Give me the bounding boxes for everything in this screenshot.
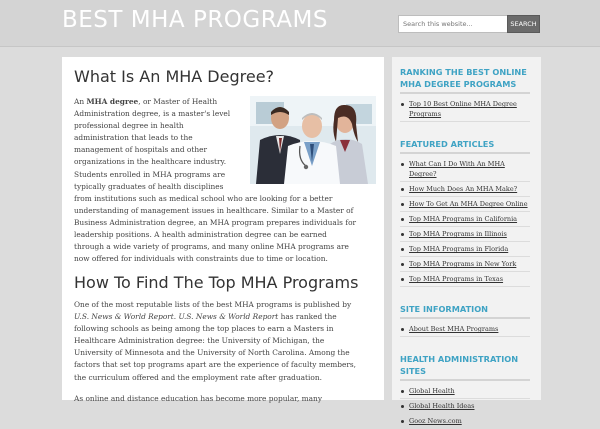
sidebar-heading-line: HEALTH ADMINISTRATION (400, 354, 519, 364)
bullet-icon (401, 233, 404, 236)
intro-line (74, 120, 356, 132)
sidebar-divider (400, 226, 530, 227)
intro-line (74, 229, 356, 241)
sidebar-link-line[interactable]: What Can I Do With An MHA (409, 160, 505, 168)
sidebar-link-line[interactable]: Top 10 Best Online MHA Degree (409, 100, 517, 108)
bullet-icon (401, 405, 404, 408)
search-button[interactable]: SEARCH (507, 15, 540, 33)
sidebar-link-line[interactable]: Top MHA Programs in New York (409, 260, 517, 268)
site-title[interactable]: BEST MHA PROGRAMS (62, 7, 328, 33)
text-fragment: Students enrolled in MHA programs are (74, 169, 226, 179)
sidebar-divider (400, 211, 530, 212)
section-line (74, 311, 356, 323)
sidebar-heading (400, 66, 527, 90)
mha-degree-term: MHA degree (86, 97, 139, 106)
sidebar-heading (400, 138, 494, 150)
sidebar-heading-rule (400, 152, 530, 154)
sidebar-link-line[interactable]: Global Health (409, 387, 455, 395)
sidebar-link[interactable] (409, 386, 533, 396)
text-fragment: administration that leads to the (74, 133, 193, 143)
text-fragment: Business Administration degree, an MHA program prepares individuals for (74, 217, 357, 227)
bullet-icon (401, 103, 404, 106)
usnews-ref: U.S. News & World Report (74, 312, 174, 322)
sidebar-link[interactable] (409, 199, 533, 209)
sidebar-link[interactable] (409, 401, 533, 411)
sidebar-link-line[interactable]: Top MHA Programs in Illinois (409, 230, 507, 238)
sidebar-heading-line: FEATURED ARTICLES (400, 139, 495, 149)
sidebar-divider (400, 181, 530, 182)
section-paragraph (74, 299, 356, 384)
text-fragment: , or Master of Health (138, 97, 218, 106)
sidebar-link-line[interactable]: Programs (409, 110, 442, 118)
text-fragment: now offered for individuals with constraints due to time or location. (74, 254, 328, 264)
bullet-icon (401, 188, 404, 191)
sidebar-divider (400, 121, 530, 122)
sidebar-link[interactable] (409, 99, 533, 119)
sidebar-link[interactable] (409, 324, 533, 334)
bullet-icon (401, 390, 404, 393)
text-fragment: understanding of management issues in healthcare. Similar to a Master of (74, 205, 354, 215)
section-line: the curriculum offered and the employment rate after graduation. (74, 372, 322, 382)
section-line: following schools as being among the top places to earn a Masters in (74, 324, 334, 334)
intro-line (74, 205, 356, 217)
sidebar-heading-line: SITES (400, 366, 427, 376)
cutoff-line: As online and distance education has become more popular, many (74, 394, 322, 403)
bullet-icon (401, 278, 404, 281)
sidebar-link[interactable] (409, 244, 533, 254)
intro-line (74, 217, 356, 229)
sidebar-divider (400, 271, 530, 272)
text-fragment: organizations in the healthcare industry. (74, 157, 227, 167)
sidebar-link-line[interactable]: About Best MHA Programs (409, 325, 499, 333)
sidebar-link-line[interactable]: How Much Does An MHA Make? (409, 185, 518, 193)
text-fragment: management of hospitals and other (74, 145, 207, 155)
site-header (0, 0, 600, 47)
sidebar-link[interactable] (409, 214, 533, 224)
intro-line (74, 253, 356, 265)
intro-line (74, 241, 356, 253)
sidebar-heading-rule (400, 379, 530, 381)
article-title: What Is An MHA Degree? (74, 67, 275, 86)
sidebar-heading (400, 303, 488, 315)
text-fragment: has ranked the (278, 312, 337, 322)
usnews-ref: U.S. News & World Report (178, 312, 279, 322)
section-line: Healthcare Administration degree: the University of Michigan, the (74, 336, 325, 346)
bullet-icon (401, 203, 404, 206)
cutoff-paragraph (74, 393, 322, 405)
bullet-icon (401, 218, 404, 221)
sidebar-link-line[interactable]: Gooz News.com (409, 417, 462, 425)
intro-line (74, 193, 356, 205)
intro-paragraph (74, 96, 356, 265)
sidebar-link[interactable] (409, 184, 533, 194)
sidebar-link[interactable] (409, 229, 533, 239)
sidebar-link-line[interactable]: Top MHA Programs in California (409, 215, 518, 223)
sidebar-divider (400, 286, 530, 287)
intro-line (74, 156, 356, 168)
bullet-icon (401, 420, 404, 423)
sidebar-divider (400, 336, 530, 337)
bullet-icon (401, 163, 404, 166)
sidebar-link-line[interactable]: Degree? (409, 170, 437, 178)
sidebar-heading-line: SITE INFORMATION (400, 304, 489, 314)
sidebar-heading-line: MHA DEGREE PROGRAMS (400, 79, 517, 89)
search-input[interactable] (398, 15, 512, 33)
intro-line (74, 144, 356, 156)
sidebar-link[interactable] (409, 274, 533, 284)
sidebar-heading-line: RANKING THE BEST ONLINE (400, 67, 527, 77)
main-content (62, 57, 384, 403)
sidebar-divider (400, 413, 530, 414)
intro-line (74, 96, 356, 108)
sidebar-divider (400, 241, 530, 242)
text-fragment: An (74, 97, 87, 106)
bullet-icon (401, 328, 404, 331)
sidebar-link-line[interactable]: Top MHA Programs in Florida (409, 245, 509, 253)
sidebar-heading-rule (400, 317, 530, 319)
sidebar-divider (400, 196, 530, 197)
sep-text: . (173, 312, 179, 322)
sidebar-link[interactable] (409, 259, 533, 269)
intro-line (74, 169, 356, 181)
sidebar-link[interactable] (409, 416, 533, 426)
bullet-icon (401, 248, 404, 251)
intro-line (74, 108, 356, 120)
sidebar-link-line[interactable]: Global Health Ideas (409, 402, 475, 410)
section-line: One of the most reputable lists of the best MHA programs is published by (74, 300, 352, 309)
sidebar-divider (400, 398, 530, 399)
sidebar-divider (400, 256, 530, 257)
section-line: University of Minnesota and the University of North Carolina. Among the (74, 348, 350, 358)
text-fragment: Administration degree, is a master's level (74, 109, 231, 119)
intro-line (74, 181, 356, 193)
text-fragment: through a wide variety of programs, and many online MHA programs are (74, 242, 349, 252)
section-title: How To Find The Top MHA Programs (74, 273, 359, 292)
text-fragment: professional degree in health (74, 121, 184, 131)
sidebar-heading-rule (400, 92, 530, 94)
bullet-icon (401, 263, 404, 266)
sidebar-link-line[interactable]: Top MHA Programs in Texas (409, 275, 504, 283)
text-fragment: leadership positions. A health administration degree can be earned (74, 230, 327, 240)
sidebar (392, 57, 541, 425)
sidebar-heading (400, 353, 518, 377)
text-fragment: from institutions such as medical school who are looking for a better (74, 193, 333, 203)
intro-line (74, 132, 356, 144)
sidebar-link-line[interactable]: How To Get An MHA Degree Online (409, 200, 528, 208)
sidebar-link[interactable] (409, 159, 533, 179)
section-line: factors that set top programs apart are the experience of faculty members, (74, 360, 357, 370)
text-fragment: typically graduates of health disciplines (74, 181, 224, 191)
